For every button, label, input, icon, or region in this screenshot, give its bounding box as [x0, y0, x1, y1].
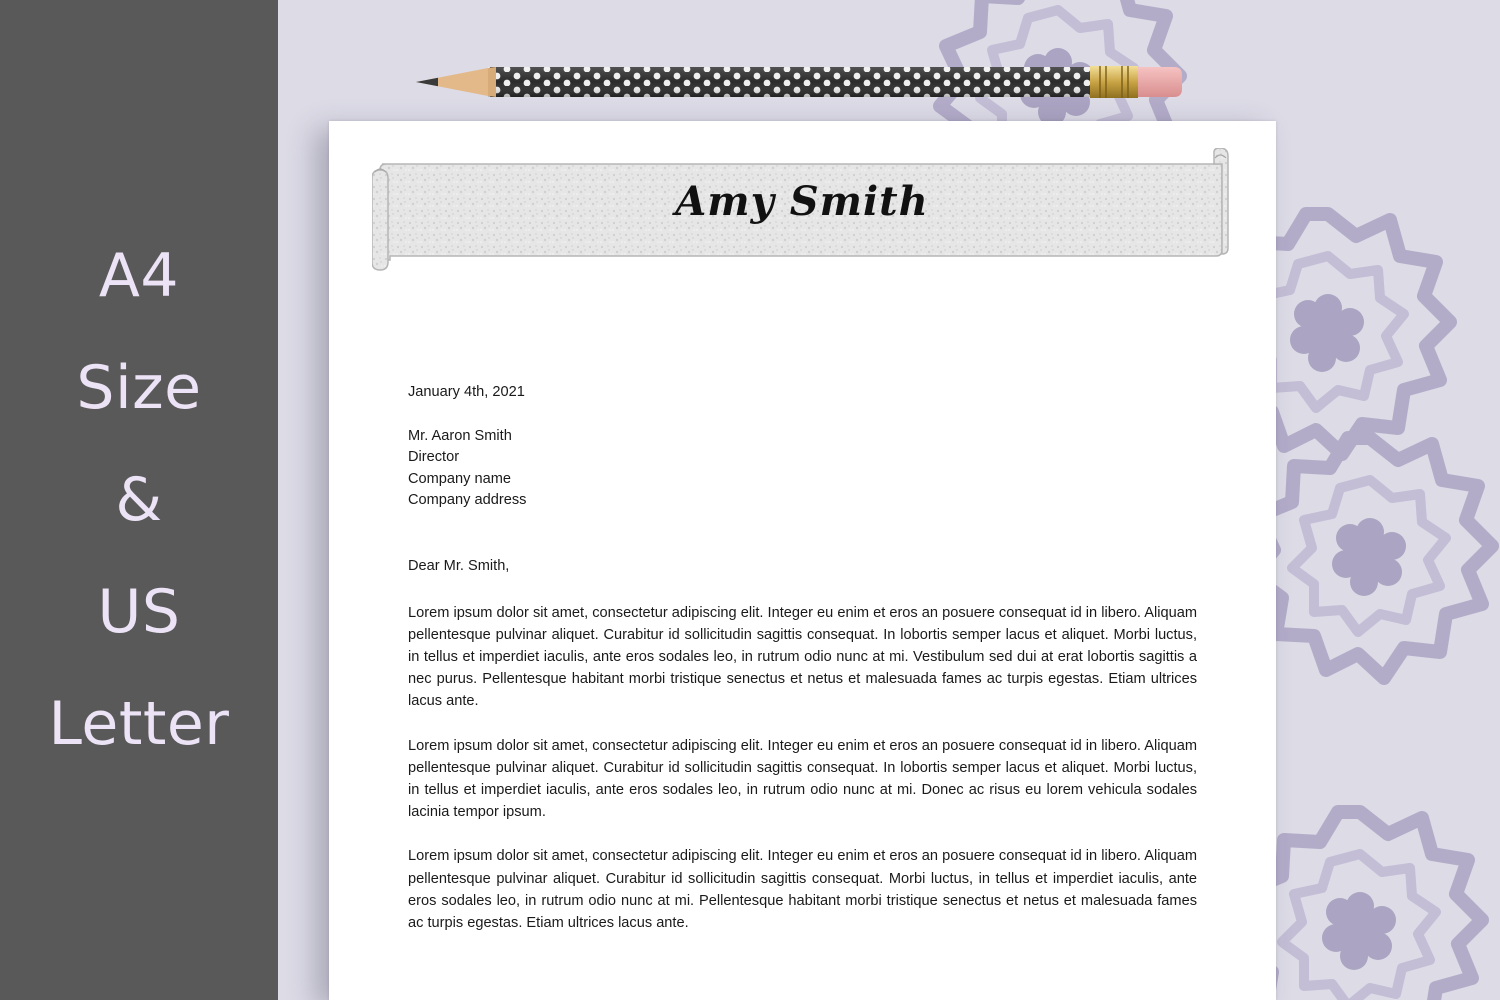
side-panel-line-4: US — [97, 577, 181, 647]
side-panel-line-3: & — [115, 465, 163, 535]
recipient-name: Mr. Aaron Smith — [408, 427, 512, 444]
side-panel-line-1: A4 — [98, 241, 180, 311]
body-paragraph-1: Lorem ipsum dolor sit amet, consectetur adipiscing elit. Integer eu enim et eros an posuere consequat id in libero. Aliquam pellentesque pulvinar aliquet. Curabitur id sollicitudin sagittis consequat. In lobortis semper lacus et aliquet. Morbi luctus, in tellus et imperdiet iaculis, ante eros sodales leo, in rutrum odio nunc at mi. Vestibulum sed dui at erat lobortis sagittis a nec purus. Pellentesque habitant morbi tristique senectus et netus et malesuada fames ac turpis egestas. Etiam ultrices lacus ante. — [408, 604, 1197, 710]
recipient-block — [408, 426, 1197, 512]
body-paragraph-2: Lorem ipsum dolor sit amet, consectetur adipiscing elit. Integer eu enim et eros an posuere consequat id in libero. Aliquam pellentesque pulvinar aliquet. Curabitur id sollicitudin sagittis consequat. In lobortis semper lacus et aliquet. Morbi luctus, in tellus et imperdiet iaculis, ante eros sodales leo, in rutrum odio nunc at mi. Donec ac risus eu lorem vehicula sodales lacinia tempor ipsum. — [408, 737, 1197, 821]
side-panel-line-2: Size — [76, 353, 202, 423]
pencil-icon — [412, 58, 1187, 106]
letter-body — [408, 382, 1197, 956]
salutation: Dear Mr. Smith, — [408, 557, 510, 574]
letter-date: January 4th, 2021 — [408, 384, 525, 400]
letterhead-name: Amy Smith — [675, 178, 929, 225]
side-panel-line-5: Letter — [48, 689, 230, 759]
recipient-address: Company address — [408, 492, 527, 509]
recipient-title: Director — [408, 449, 460, 466]
recipient-company: Company name — [408, 470, 512, 487]
body-paragraph-3: Lorem ipsum dolor sit amet, consectetur adipiscing elit. Integer eu enim et eros an posuere consequat id in libero. Aliquam pellentesque pulvinar aliquet. Curabitur id sollicitudin sagittis consequat. Morbi luctus, in tellus et imperdiet iaculis, ante eros sodales leo, in rutrum odio nunc at mi. Pellentesque habitant morbi tristique senectus et netus et malesuada fames ac turpis egestas. Etiam ultrices lacus ante. — [408, 848, 1197, 931]
